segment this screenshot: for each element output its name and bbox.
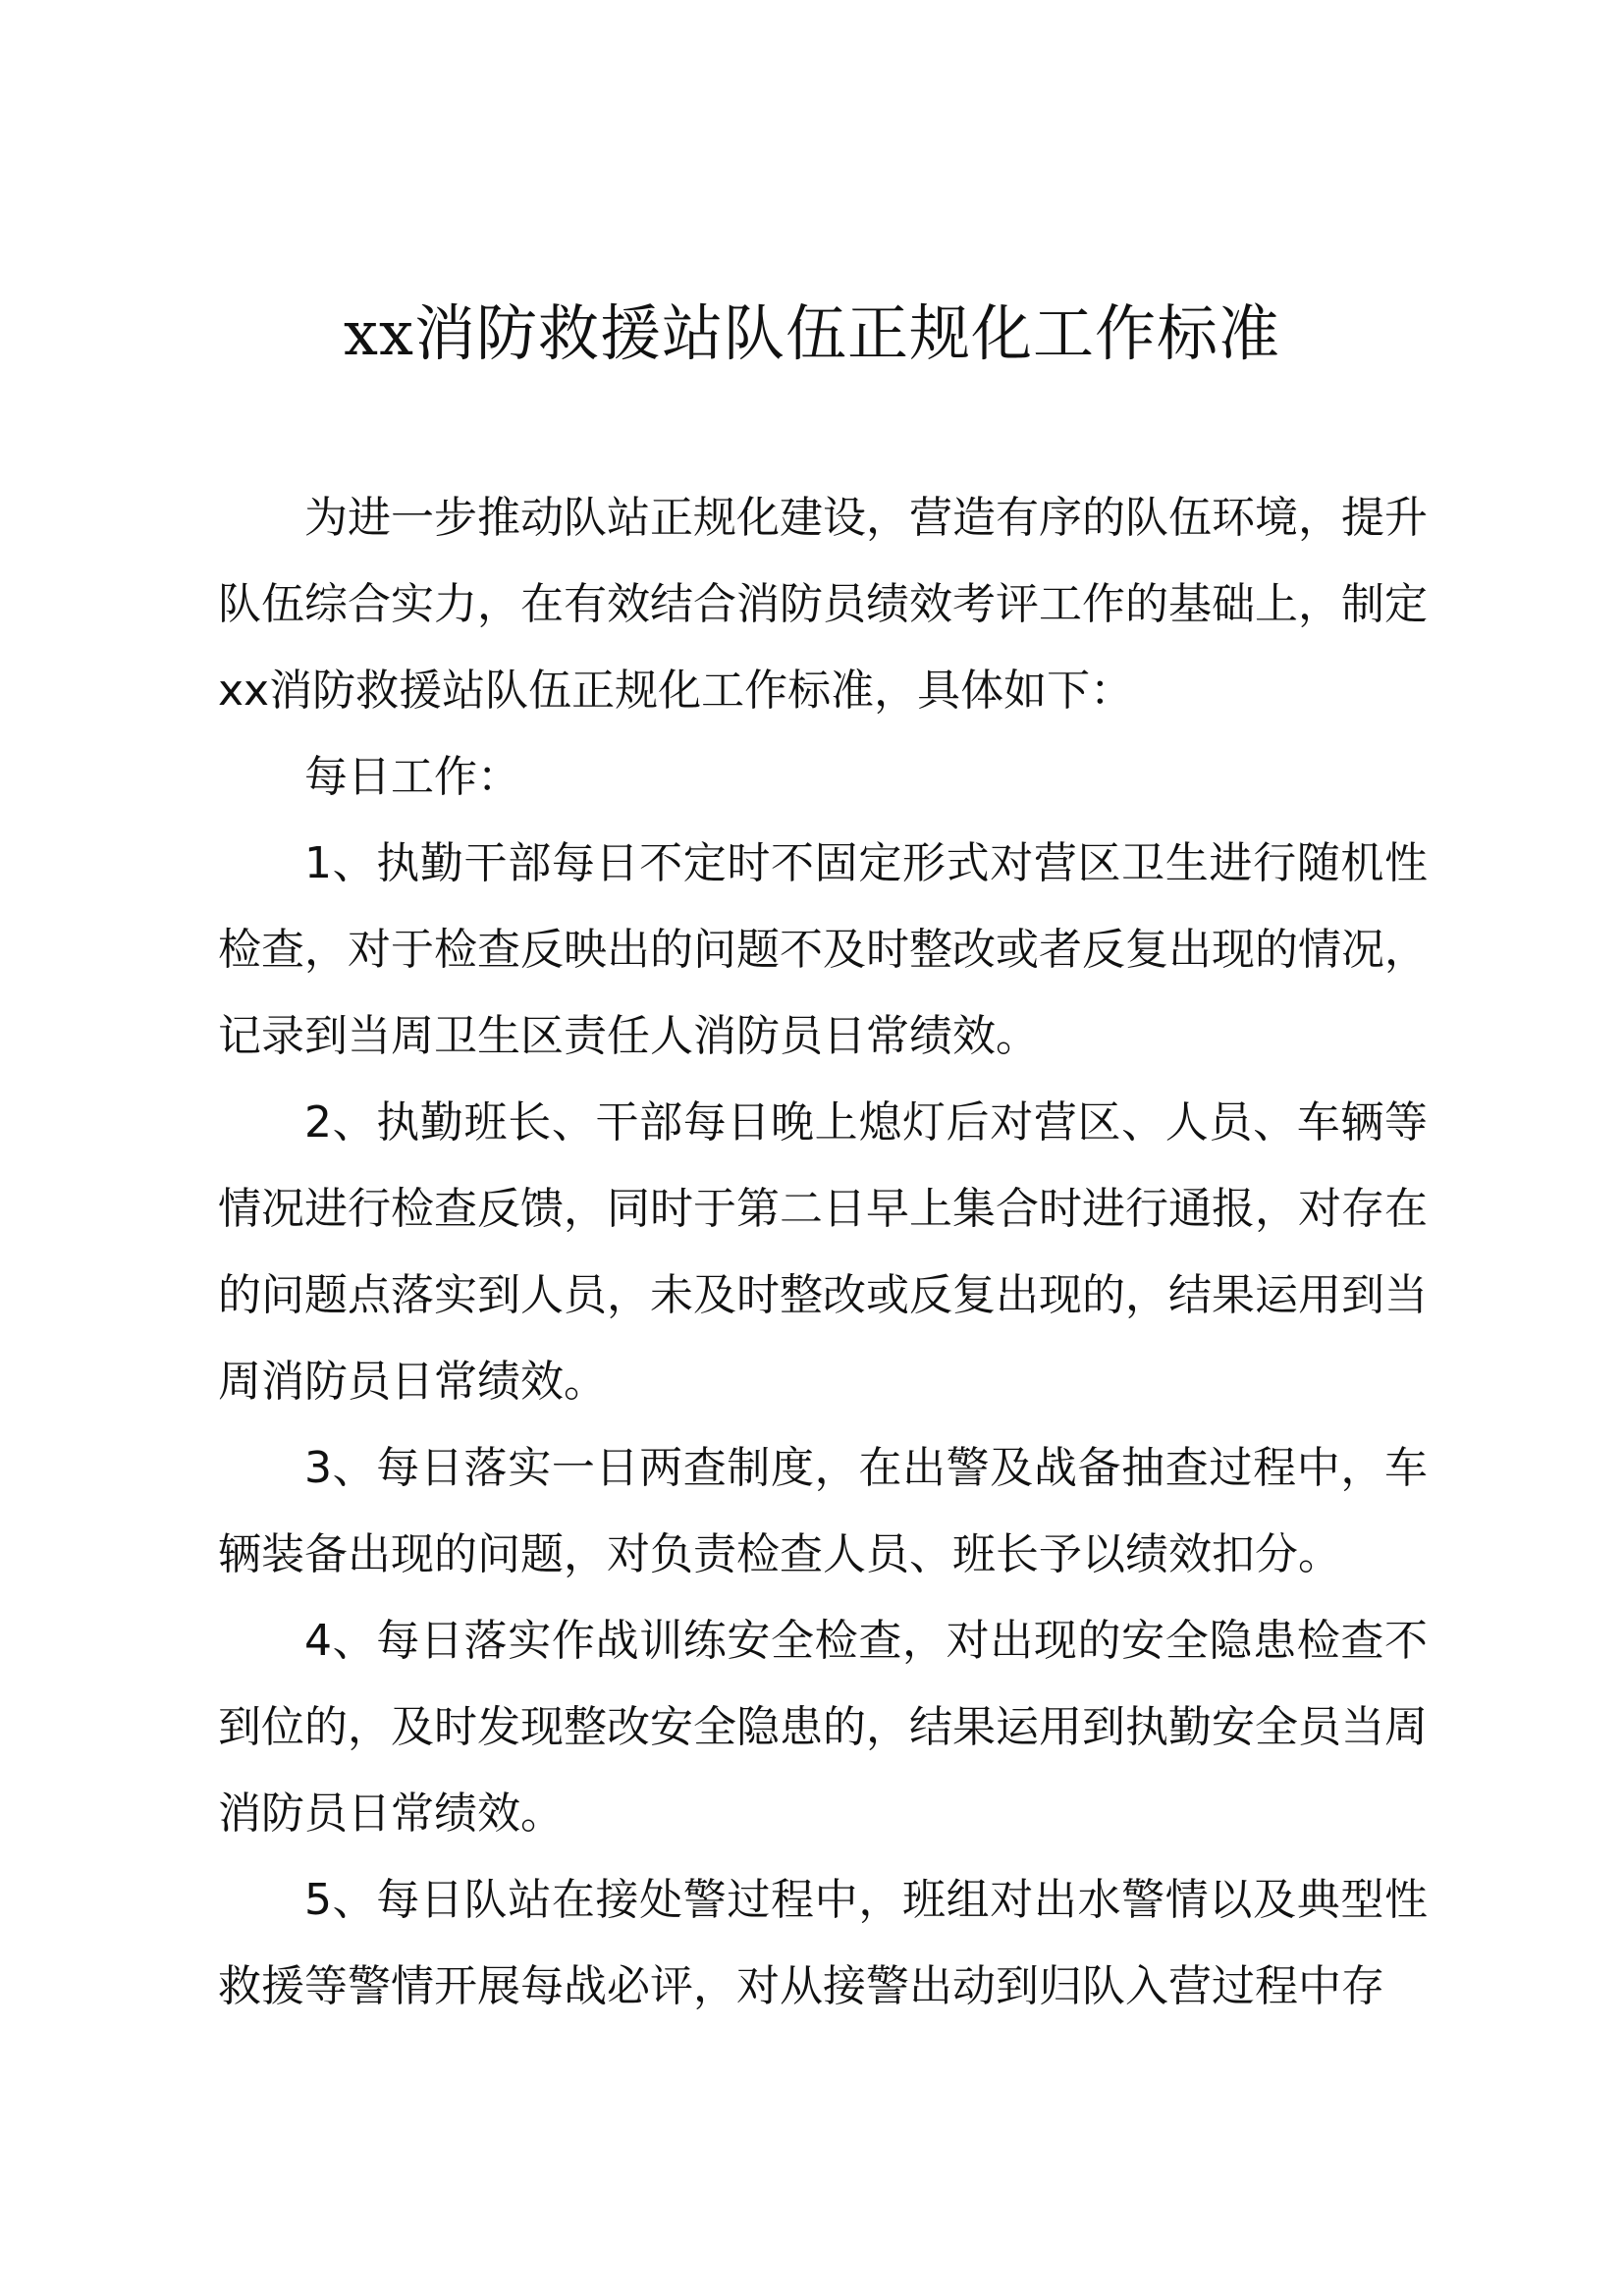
- list-item-2: 2、执勤班长、干部每日晚上熄灯后对营区、人员、车辆等情况进行检查反馈，同时于第二日早上集合时进行通报，对存在的问题点落实到人员，未及时整改或反复出现的，结果运用到当周消防员日常绩效。: [218, 1097, 1428, 1407]
- list-item-5: 5、每日队站在接处警过程中，班组对出水警情以及典型性救援等警情开展每战必评，对从接警出动到归队入营过程中存: [218, 1875, 1428, 2011]
- list-item-3: 3、每日落实一日两查制度，在出警及战备抽查过程中，车辆装备出现的问题，对负责检查人员、班长予以绩效扣分。: [218, 1443, 1428, 1579]
- document-body: [218, 475, 1428, 2030]
- list-item-1: 1、执勤干部每日不定时不固定形式对营区卫生进行随机性检查，对于检查反映出的问题不及时整改或者反复出现的情况，记录到当周卫生区责任人消防员日常绩效。: [218, 838, 1428, 1061]
- intro-paragraph: 为进一步推动队站正规化建设，营造有序的队伍环境，提升队伍综合实力，在有效结合消防员绩效考评工作的基础上，制定xx消防救援站队伍正规化工作标准，具体如下：: [218, 493, 1428, 716]
- document-title: xx消防救援站队伍正规化工作标准: [344, 297, 1280, 369]
- section-heading-daily-work: 每日工作：: [304, 752, 520, 802]
- list-item-4: 4、每日落实作战训练安全检查，对出现的安全隐患检查不到位的，及时发现整改安全隐患的，结果运用到执勤安全员当周消防员日常绩效。: [218, 1616, 1428, 1839]
